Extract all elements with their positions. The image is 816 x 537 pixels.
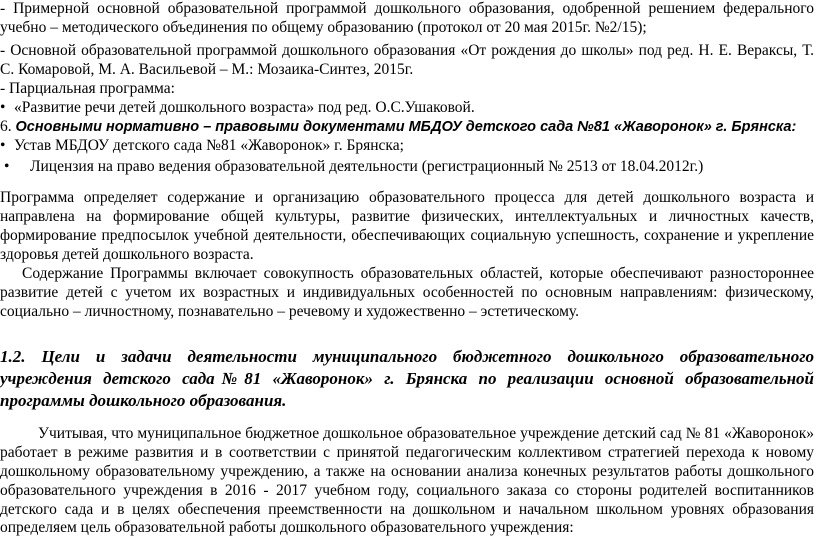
- text-line: Учитывая, что муниципальное бюджетное дошкольное образовательное учреждение детский сад № 81 «Жаворонок»: [38, 425, 814, 442]
- text-line: С. Комаровой, М. А. Васильевой – М.: Мозаика-Синтез, 2015г.: [0, 61, 414, 78]
- text-line: - Парциальная программа:: [0, 80, 175, 97]
- section-heading: 1.2. Цели и задачи деятельности муниципального бюджетного дошкольного образовательного: [0, 347, 814, 366]
- bullet-icon: •: [0, 137, 6, 154]
- text-line: социально – личностному, познавательно – речевому и художественно – эстетическому.: [0, 303, 579, 320]
- text-line: детского сада и в целях обеспечения преемственности на дошкольном и начальном школьном уровнях образования: [0, 501, 814, 518]
- bullet-line: [0, 137, 404, 155]
- normative-docs-heading: Основными нормативно – правовыми документами МБДОУ детского сада №81 «Жаворонок» г. Брянска:: [15, 119, 797, 135]
- text-line: развитие детей с учетом их возрастных и индивидуальных особенностей по основным направлениям: физическому,: [0, 284, 814, 301]
- section-heading: учреждения детского сада№81 «Жаворонок» г. Брянска по реализации основной образовательной: [0, 369, 814, 388]
- text-line: здоровья детей дошкольного возраста.: [0, 246, 254, 263]
- bullet-text: «Развитие речи детей дошкольного возраста» под ред. О.С.Ушаковой.: [14, 99, 475, 116]
- bullet-line: [0, 158, 703, 176]
- text-line: Программа определяет содержание и организацию образовательного процесса для детей дошкольного возраста и: [0, 189, 814, 206]
- text-line: направлена на формирование общей культуры, развитие физических, интеллектуальных и личностных качеств,: [0, 208, 814, 225]
- section-heading: программы дошкольного образования.: [0, 391, 287, 410]
- text-line: - Примерной основной образовательной программой дошкольного образования, одобренной решением федерального: [0, 0, 814, 17]
- bullet-line: [0, 99, 475, 117]
- text-line: образовательного учреждения в 2016 - 2017 учебном году, социального заказа со стороны родителей воспитанников: [0, 482, 814, 499]
- text-line: определяем цель образовательной работы дошкольного образовательного учреждения:: [0, 519, 574, 536]
- bullet-icon: •: [0, 99, 6, 116]
- text-line: формирование предпосылок учебной деятельности, обеспечивающих социальную успешность, сохранение и укрепление: [0, 227, 814, 244]
- text-line: - Основной образовательной программой дошкольного образования «От рождения до школы» под ред. Н. Е. Вераксы, Т.: [0, 42, 814, 59]
- text-line: дошкольному образовательному учреждению, а также на основании анализа конечных результатов работы дошкольного: [0, 463, 814, 480]
- text-line: работает в режиме развития и в соответствии с принятой педагогическим коллективом стратегией перехода к новому: [0, 444, 814, 461]
- text-line: учебно – методического объединения по общему образованию (протокол от 20 мая 2015г. №2/15);: [0, 19, 647, 36]
- bullet-text: Устав МБДОУ детского сада №81 «Жаворонок» г. Брянска;: [14, 137, 404, 154]
- text-line: Содержание Программы включает совокупность образовательных областей, которые обеспечивают разностороннее: [22, 265, 814, 282]
- bullet-icon: •: [4, 158, 10, 175]
- item-number: 6.: [0, 118, 12, 135]
- numbered-heading-line: [0, 118, 796, 136]
- bullet-text: Лицензия на право ведения образовательной деятельности (регистрационный № 2513 от 18.04.2012г.): [30, 158, 704, 175]
